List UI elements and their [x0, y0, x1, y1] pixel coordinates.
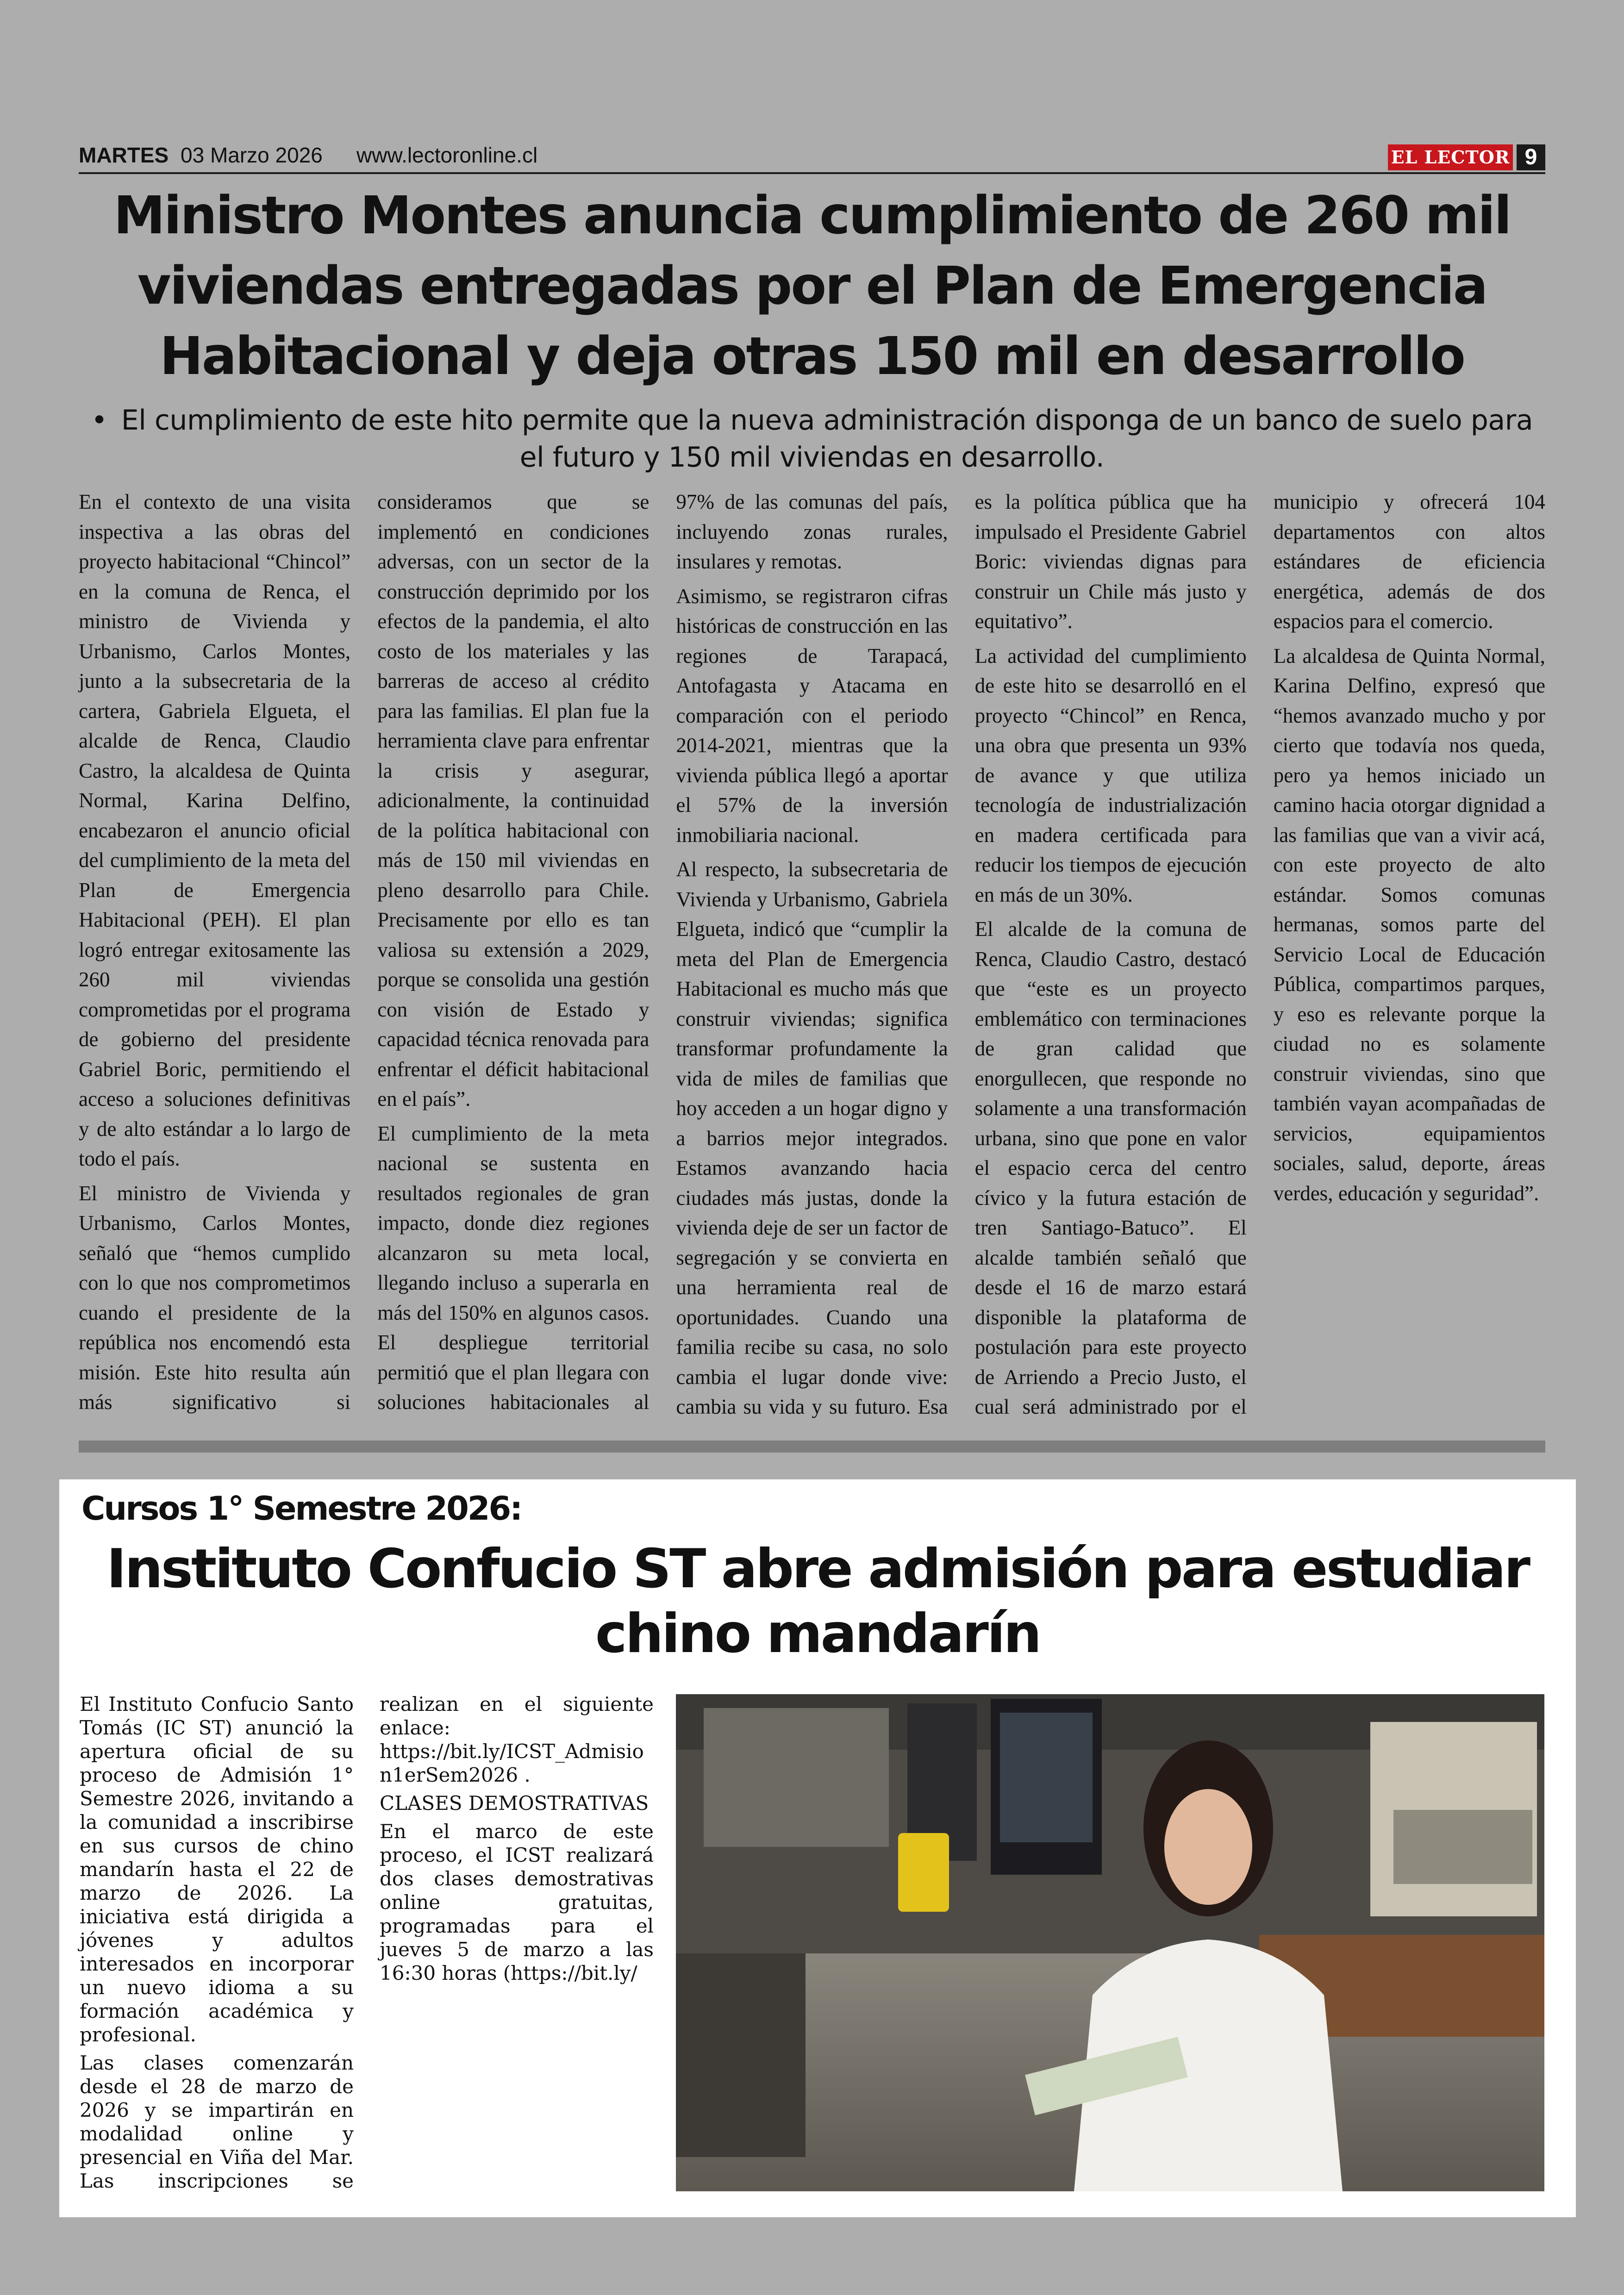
article-kicker: Cursos 1° Semestre 2026:: [81, 1490, 522, 1528]
header-day: MARTES: [79, 143, 169, 167]
article-paragraph: El alcalde de la comuna de Renca, Claudio Castro, destacó que “este es un proyecto emblemático con terminaciones de gran calidad que enorgullecen, que responde no solamente a una transformación urbana, sino que pone en valor el espacio cerca del centro cívico y la futura estación de tren Santiago-Batuco”. El alcalde también señaló que desde el 16 de marzo estará disponible la plataforma de postulación para este proyecto de Arriendo a Precio Justo, el cual será administrado por el municipio y ofrecerá 104 departamentos con altos estándares de eficiencia energética, además de dos espacios para el comercio.: [974, 490, 1545, 1418]
article-paragraph: Las clases comenzarán desde el 28 de marzo de 2026 y se impartirán en modalidad online y presencial en Viña del Mar. Las inscripciones se realizan en el siguiente enlace: https://bit.ly/ICST_Admision1erSem2026 .: [80, 1693, 654, 2192]
article-subheading: [79, 402, 1545, 476]
article-paragraph: Asimismo, se registraron cifras históricas de construcción en las regiones de Tarapacá, Antofagasta y Atacama en comparación con el periodo 2014-2021, mientras que la vivienda pública llegó a aportar el 57% de la inversión inmobiliaria nacional.: [676, 584, 948, 847]
article-paragraph: El Instituto Confucio Santo Tomás (IC ST) anunció la apertura oficial de su proceso de Admisión 1° Semestre 2026, invitando a la comunidad a inscribirse en sus cursos de chino mandarín hasta el 22 de marzo de 2026. La iniciativa está dirigida a jóvenes y adultos interesados en incorporar un nuevo idioma a su formación académica y profesional.: [80, 1693, 354, 2046]
page-number: 9: [1517, 144, 1545, 170]
article-paragraph: El ministro de Vivienda y Urbanismo, Carlos Montes, señaló que “hemos cumplido con lo que nos comprometimos cuando el presidente de la república nos encomendó esta misión. Este hito resulta aún más significativo si consideramos que se implementó en condiciones adversas, con un sector de la construcción deprimido por los efectos de la pandemia, el alto costo de los materiales y las barreras de acceso al crédito para las familias. El plan fue la herramienta clave para enfrentar la crisis y asegurar, adicionalmente, la continuidad de la política habitacional con más de 150 mil viviendas en pleno desarrollo para Chile. Precisamente por ello es tan valiosa su extensión a 2029, porque se consolida una gestión con visión de Estado y capacidad técnica renovada para enfrentar el déficit habitacional en el país”.: [79, 490, 650, 1414]
secondary-headline: Instituto Confucio ST abre admisión para estudiar chino mandarín: [106, 1538, 1529, 1665]
header-website: www.lectoronline.cl: [356, 143, 538, 167]
article-paragraph: Al respecto, la subsecretaria de Vivienda y Urbanismo, Gabriela Elgueta, indicó que “cumplir la meta del Plan de Emergencia Habitacional es mucho más que construir viviendas; significa transformar profundamente la vida de miles de familias que hoy acceden a un hogar digno y a barrios mejor integrados. Estamos avanzando hacia ciudades más justas, donde la vivienda deje de ser un factor de segregación y se convierta en una herramienta real de oportunidades. Cuando una familia recibe su casa, no solo cambia el lugar donde vive: cambia su vida y su futuro. Esa es la política pública que ha impulsado el Presidente Gabriel Boric: viviendas dignas para construir un Chile más justo y equitativo”.: [676, 490, 1247, 1418]
secondary-article-body: [80, 1692, 654, 2201]
section-subheading: CLASES DEMOSTRATIVAS: [380, 1792, 649, 1815]
section-divider: [79, 1441, 1545, 1453]
article-headline: Ministro Montes anuncia cumplimiento de 260 mil viviendas entregadas por el Plan de Emergencia Habitacional y deja otras 150 mil en desarrollo: [113, 186, 1511, 387]
article-body: [79, 487, 1545, 1427]
article-paragraph: En el contexto de una visita inspectiva a las obras del proyecto habitacional “Chincol” en la comuna de Renca, el ministro de Vivienda y Urbanismo, Carlos Montes, junto a la subsecretaria de la cartera, Gabriela Elgueta, el alcalde de Renca, Claudio Castro, la alcaldesa de Quinta Normal, Karina Delfino, encabezaron el anuncio oficial del cumplimiento de la meta del Plan de Emergencia Habitacional (PEH). El plan logró entregar exitosamente las 260 mil viviendas comprometidas por el programa de gobierno del presidente Gabriel Boric, permitiendo el acceso a soluciones definitivas y de alto estándar a lo largo de todo el país.: [79, 490, 351, 1170]
article-paragraph: El cumplimiento de la meta nacional se sustenta en resultados regionales de gran impacto, donde diez regiones alcanzaron su meta local, llegando incluso a superarla en más del 150% en algunos casos. El despliegue territorial permitió que el plan llegara con soluciones habitacionales al 97% de las comunas del país, incluyendo zonas rurales, insulares y remotas.: [377, 490, 948, 1414]
article-paragraph: La actividad del cumplimiento de este hito se desarrolló en el proyecto “Chincol” en Renca, una obra que presenta un 93% de avance y que utiliza tecnología de industrialización en madera certificada para reducir los tiempos de ejecución en más de un 30%.: [974, 644, 1247, 906]
secondary-article-box: [59, 1479, 1576, 2217]
header-date: 03 Marzo 2026: [181, 143, 323, 167]
article-photo: [676, 1694, 1544, 2191]
newspaper-logo: EL LECTOR: [1388, 144, 1513, 170]
photo-illustration: [676, 1694, 1544, 2191]
article-paragraph: En el marco de este proceso, el ICST realizará dos clases demostrativas online gratuitas, programadas para el jueves 5 de marzo a las 16:30 horas (https://bit.ly/: [380, 1820, 654, 1984]
page-header: [79, 139, 1545, 174]
subheading-text: El cumplimiento de este hito permite que la nueva administración disponga de un banco de suelo para el futuro y 150 mil viviendas en desarrollo.: [121, 404, 1533, 474]
bullet-icon: •: [91, 404, 107, 437]
article-paragraph: La alcaldesa de Quinta Normal, Karina Delfino, expresó que “hemos avanzado mucho y por cierto que todavía nos queda, pero ya hemos iniciado un camino hacia otorgar dignidad a las familias que van a vivir acá, con este proyecto de alto estándar. Somos comunas hermanas, somos parte del Servicio Local de Educación Pública, compartimos parques, y eso es relevante porque la ciudad no es solamente construir viviendas, sino que también vayan acompañadas de servicios, equipamientos sociales, salud, deporte, áreas verdes, educación y seguridad”.: [1273, 644, 1545, 1205]
